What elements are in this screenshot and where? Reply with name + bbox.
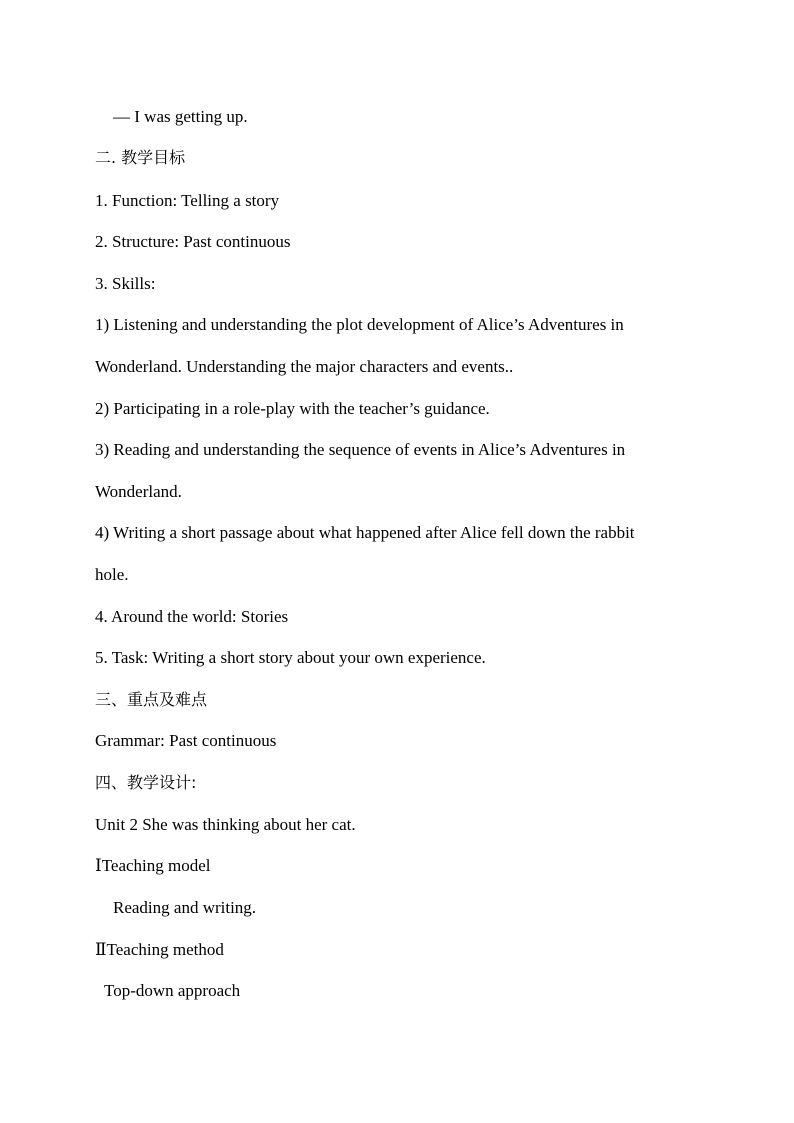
dialogue-answer-line: — I was getting up. xyxy=(113,107,248,126)
teaching-model-heading: ⅠTeaching model xyxy=(95,856,211,875)
section-heading-key-points: 三、重点及难点 xyxy=(95,690,208,709)
unit-title: Unit 2 She was thinking about her cat. xyxy=(95,815,356,834)
teaching-method-heading: ⅡTeaching method xyxy=(95,940,224,959)
objective-function: 1. Function: Telling a story xyxy=(95,191,280,210)
objective-structure: 2. Structure: Past continuous xyxy=(95,232,291,251)
section-heading-teaching-design: 四、教学设计: xyxy=(95,773,197,792)
section-heading-teaching-objectives: 二. 教学目标 xyxy=(95,148,186,167)
objective-around-the-world: 4. Around the world: Stories xyxy=(95,607,289,626)
teaching-model-value: Reading and writing. xyxy=(113,898,257,917)
skill-listening-line-2: Wonderland. Understanding the major characters and events.. xyxy=(95,357,514,376)
skill-reading-line-1: 3) Reading and understanding the sequence of events in Alice’s Adventures in xyxy=(95,440,626,459)
objective-skills-heading: 3. Skills: xyxy=(95,274,156,293)
key-point-grammar: Grammar: Past continuous xyxy=(95,731,277,750)
skill-speaking: 2) Participating in a role-play with the teacher’s guidance. xyxy=(95,399,490,418)
teaching-method-value: Top-down approach xyxy=(104,981,241,1000)
skill-listening-line-1: 1) Listening and understanding the plot development of Alice’s Adventures in xyxy=(95,315,624,334)
skill-writing-line-1: 4) Writing a short passage about what happened after Alice fell down the rabbit xyxy=(95,523,635,542)
objective-task: 5. Task: Writing a short story about your own experience. xyxy=(95,648,486,667)
skill-reading-line-2: Wonderland. xyxy=(95,482,182,501)
skill-writing-line-2: hole. xyxy=(95,565,129,584)
